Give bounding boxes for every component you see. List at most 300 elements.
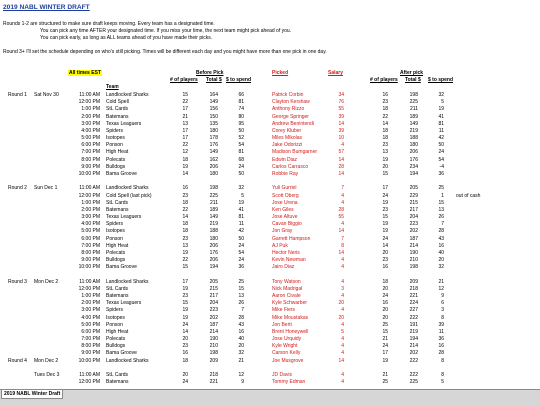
team-cell: Landlocked Sharks (106, 92, 149, 98)
salary-cell: 4 (341, 307, 344, 314)
total-before-cell: 149 (209, 214, 218, 221)
total-after-cell: 215 (409, 199, 418, 206)
round-cell: Round 3 (8, 278, 27, 285)
total-before-cell: 180 (209, 127, 218, 134)
to-spend-after-cell: 11 (438, 328, 444, 335)
picked-player-cell: Carlos Carrasco (272, 163, 309, 170)
total-after-cell: 202 (409, 350, 418, 357)
salary-cell: 4 (341, 321, 344, 328)
players-after-cell: 19 (382, 357, 388, 364)
time-cell: 8:00 PM (81, 249, 100, 256)
players-after-cell: 20 (382, 163, 388, 170)
to-spend-before-cell: 41 (238, 206, 244, 213)
team-cell: Bama Groove (106, 350, 137, 357)
players-before-cell: 17 (182, 278, 188, 285)
salary-cell: 34 (338, 92, 344, 98)
team-cell: Polecats (106, 336, 126, 343)
players-after-cell: 23 (382, 142, 388, 149)
to-spend-after-cell: 5 (441, 99, 444, 106)
players-after-cell: 18 (382, 127, 388, 134)
before-pick-header: Before Pick (196, 70, 224, 76)
salary-cell: 4 (341, 221, 344, 228)
time-cell: 1:00 PM (81, 293, 100, 300)
to-spend-before-cell: 7 (241, 307, 244, 314)
total-after-cell: 194 (409, 170, 418, 177)
total-before-cell: 180 (209, 235, 218, 242)
players-before-cell: 19 (182, 163, 188, 170)
to-spend-after-cell: 36 (438, 170, 444, 177)
team-cell: Polecats (106, 249, 126, 256)
players-before-cell: 18 (182, 199, 188, 206)
team-cell: Bama Groove (106, 170, 137, 177)
team-cell: Spiders (106, 127, 123, 134)
salary-cell: 5 (341, 328, 344, 335)
players-before-cell: 13 (182, 120, 188, 127)
players-before-cell: 18 (182, 357, 188, 364)
total-before-cell: 149 (209, 99, 218, 106)
players-after-cell: 24 (382, 293, 388, 300)
time-cell: 10:00 PM (78, 357, 100, 364)
total-after-cell: 190 (409, 249, 418, 256)
total-before-cell: 209 (209, 357, 218, 364)
team-cell: Texas Leaguers (106, 120, 142, 127)
salary-cell: 7 (341, 235, 344, 242)
to-spend-after-cell: 26 (438, 214, 444, 221)
time-cell: 9:00 PM (81, 350, 100, 357)
players-after-cell: 19 (382, 228, 388, 235)
team-cell: Texas Leaguers (106, 300, 142, 307)
total-after-cell: 204 (409, 214, 418, 221)
players-after-cell: 20 (382, 314, 388, 321)
total-before-cell: 156 (209, 106, 218, 113)
salary-cell: 10 (338, 135, 344, 142)
to-spend-after-cell: -4 (439, 163, 444, 170)
to-spend-after-cell: 11 (438, 127, 444, 134)
players-after-cell: 15 (382, 328, 388, 335)
to-spend-before-cell: 24 (238, 242, 244, 249)
total-before-cell: 214 (209, 328, 218, 335)
to-spend-after-cell: 8 (441, 314, 444, 321)
to-spend-before-cell: 81 (238, 149, 244, 156)
to-spend-after-cell: 41 (438, 113, 444, 120)
to-spend-after-cell: 1 (441, 192, 444, 199)
team-cell: StL Cards (106, 285, 129, 292)
total-after-cell: 224 (409, 300, 418, 307)
picked-player-cell: Corey Kluber (272, 127, 302, 134)
salary-cell: 14 (338, 357, 344, 364)
time-cell: 5:00 PM (81, 228, 100, 235)
to-spend-before-cell: 19 (238, 199, 244, 206)
picked-player-cell: Kyle Schwarber (272, 300, 308, 307)
date-cell: Mon Dec 2 (34, 357, 59, 364)
round-cell: Round 1 (8, 92, 27, 98)
team-cell: Spiders (106, 221, 123, 228)
num-players-header: # of players (170, 77, 198, 83)
time-cell: 3:00 PM (81, 214, 100, 221)
total-before-cell: 178 (209, 135, 218, 142)
picked-player-cell: Garrett Hampson (272, 235, 311, 242)
time-cell: 9:00 PM (81, 257, 100, 264)
picked-player-cell: Andrew Benintendi (272, 120, 314, 127)
total-before-cell: 135 (209, 120, 218, 127)
round-cell: Round 4 (8, 357, 27, 364)
date-cell: Sat Nov 30 (34, 92, 59, 98)
salary-cell: 4 (341, 257, 344, 264)
players-after-cell: 13 (382, 149, 388, 156)
total-before-cell: 223 (209, 307, 218, 314)
to-spend-after-cell: 28 (438, 228, 444, 235)
total-before-cell: 164 (209, 92, 218, 98)
total-before-cell: 210 (209, 343, 218, 350)
total-before-cell: 180 (209, 170, 218, 177)
salary-cell: 76 (338, 99, 344, 106)
salary-cell: 7 (341, 185, 344, 192)
to-spend-before-cell: 43 (238, 321, 244, 328)
round3-note: Round 3+ I'll set the schedule depending on who's still picking. Times will be different each day and you might have more than one pick in one day. (3, 49, 327, 55)
picked-player-cell: Edwin Diaz (272, 156, 298, 163)
picked-player-cell: Jairo Diaz (272, 264, 295, 271)
to-spend-before-cell: 50 (238, 235, 244, 242)
time-cell: 4:00 PM (81, 221, 100, 228)
to-spend-before-cell: 52 (238, 135, 244, 142)
players-after-cell: 24 (382, 343, 388, 350)
salary-cell: 14 (338, 249, 344, 256)
total-before-cell: 187 (209, 321, 218, 328)
picked-player-cell: AJ Puk (272, 242, 288, 249)
players-after-cell: 21 (382, 372, 388, 379)
to-spend-after-cell: 5 (441, 379, 444, 386)
picked-player-cell: Tony Watson (272, 278, 301, 285)
total-before-cell: 206 (209, 242, 218, 249)
team-cell: Landlocked Sharks (106, 357, 149, 364)
total-before-cell: 225 (209, 192, 218, 199)
players-before-cell: 15 (182, 264, 188, 271)
picked-player-cell: Kyle Wright (272, 343, 298, 350)
to-spend-before-cell: 21 (238, 357, 244, 364)
picked-player-cell: Joe Musgrove (272, 357, 304, 364)
time-cell: 5:00 PM (81, 321, 100, 328)
salary-cell: 28 (338, 206, 344, 213)
time-cell: 11:00 AM (79, 372, 100, 379)
to-spend-after-cell: 24 (438, 149, 444, 156)
to-spend-after-cell: 3 (441, 307, 444, 314)
salary-cell: 4 (341, 343, 344, 350)
total-before-cell: 206 (209, 163, 218, 170)
total-after-cell: 218 (409, 285, 418, 292)
picked-player-cell: Jose Urquidy (272, 336, 302, 343)
players-after-cell: 14 (382, 120, 388, 127)
total-before-cell: 221 (209, 379, 218, 386)
players-after-cell: 24 (382, 235, 388, 242)
players-before-cell: 14 (182, 214, 188, 221)
total-after-cell: 223 (409, 221, 418, 228)
sheet-tab[interactable]: 2019 NABL Winter Draft (1, 390, 63, 399)
players-after-cell: 21 (382, 336, 388, 343)
total-before-cell: 190 (209, 336, 218, 343)
salary-cell: 14 (338, 170, 344, 177)
time-cell: 4:00 PM (81, 314, 100, 321)
picked-player-cell: Scott Oberg (272, 192, 299, 199)
time-cell: 2:00 PM (81, 300, 100, 307)
time-cell: 4:00 PM (81, 127, 100, 134)
team-cell: Ponson (106, 321, 123, 328)
picked-player-cell: Tommy Edman (272, 379, 306, 386)
to-spend-after-cell: 19 (438, 106, 444, 113)
note-cell: out of cash (456, 192, 481, 199)
total-after-cell: 210 (409, 257, 418, 264)
time-cell: 1:00 PM (81, 106, 100, 113)
players-after-cell: 16 (382, 92, 388, 98)
salary-cell: 28 (338, 163, 344, 170)
team-cell: Isotopes (106, 135, 125, 142)
picked-player-cell: Kevin Newman (272, 257, 306, 264)
time-cell: 11:00 AM (79, 278, 100, 285)
intro-line-3: You can pick early, as long as ALL teams ahead of you have made their picks. (40, 35, 213, 41)
players-before-cell: 13 (182, 242, 188, 249)
players-before-cell: 17 (182, 135, 188, 142)
time-cell: 11:00 AM (79, 185, 100, 192)
total-after-cell: 214 (409, 343, 418, 350)
round-cell: Round 2 (8, 185, 27, 192)
salary-cell: 55 (338, 214, 344, 221)
team-cell: Bulldogs (106, 343, 126, 350)
total-after-cell: 225 (409, 99, 418, 106)
total-after-cell: 211 (410, 106, 418, 113)
to-spend-after-cell: 16 (438, 343, 444, 350)
total-before-cell: 211 (210, 199, 218, 206)
players-before-cell: 24 (182, 379, 188, 386)
time-cell: 12:00 PM (78, 285, 100, 292)
salary-cell: 4 (341, 278, 344, 285)
players-after-cell: 20 (382, 249, 388, 256)
num-players-after-header: # of players (370, 77, 398, 83)
total-after-cell: 221 (409, 293, 418, 300)
salary-cell: 4 (341, 199, 344, 206)
picked-player-cell: Nick Madrigal (272, 285, 303, 292)
total-after-cell: 219 (409, 127, 418, 134)
team-cell: High Heat (106, 242, 129, 249)
time-cell: 6:00 PM (81, 328, 100, 335)
players-before-cell: 22 (182, 99, 188, 106)
team-cell: Isotopes (106, 314, 125, 321)
team-cell: Cold Spell (last pick) (106, 192, 152, 199)
salary-cell: 4 (341, 264, 344, 271)
players-after-cell: 18 (382, 106, 388, 113)
picked-player-cell: Mike Fiers (272, 307, 296, 314)
players-before-cell: 19 (182, 307, 188, 314)
picked-player-cell: Hector Neris (272, 249, 300, 256)
team-cell: Batemans (106, 206, 129, 213)
to-spend-after-cell: 16 (438, 242, 444, 249)
players-after-cell: 24 (382, 192, 388, 199)
team-cell: StL Cards (106, 372, 129, 379)
total-before-cell: 198 (209, 350, 218, 357)
to-spend-after-cell: 12 (438, 285, 444, 292)
players-before-cell: 22 (182, 206, 188, 213)
time-cell: 2:00 PM (81, 206, 100, 213)
total-after-cell: 194 (409, 336, 418, 343)
total-after-cell: 189 (409, 113, 418, 120)
to-spend-header: $ to spend (226, 77, 252, 83)
team-cell: Isotopes (106, 228, 125, 235)
total-after-cell: 225 (409, 379, 418, 386)
total-before-cell: 189 (209, 206, 218, 213)
date-cell: Sun Dec 1 (34, 185, 58, 192)
time-cell: 8:00 PM (81, 156, 100, 163)
players-after-cell: 20 (382, 285, 388, 292)
salary-cell: 4 (341, 379, 344, 386)
players-before-cell: 15 (182, 92, 188, 98)
to-spend-before-cell: 5 (241, 192, 244, 199)
to-spend-before-cell: 11 (238, 221, 244, 228)
team-cell: Texas Leaguers (106, 214, 142, 221)
total-after-cell: 188 (409, 135, 418, 142)
players-before-cell: 21 (182, 113, 188, 120)
picked-player-cell: Ken Giles (272, 206, 294, 213)
to-spend-before-cell: 28 (238, 314, 244, 321)
team-cell: Cold Spell (106, 99, 129, 106)
time-cell: 8:00 PM (81, 343, 100, 350)
team-header: Team (106, 84, 119, 90)
to-spend-before-cell: 54 (238, 142, 244, 149)
to-spend-before-cell: 54 (238, 249, 244, 256)
players-before-cell: 23 (182, 192, 188, 199)
to-spend-after-cell: 21 (438, 278, 444, 285)
team-cell: Landlocked Sharks (106, 185, 149, 192)
team-cell: Spiders (106, 307, 123, 314)
players-after-cell: 15 (382, 214, 388, 221)
picked-player-cell: Brent Honeywell (272, 328, 309, 335)
players-before-cell: 18 (182, 156, 188, 163)
players-before-cell: 14 (182, 170, 188, 177)
team-cell: Landlocked Sharks (106, 278, 149, 285)
to-spend-before-cell: 81 (238, 99, 244, 106)
time-cell: 1:00 PM (81, 199, 100, 206)
players-before-cell: 14 (182, 328, 188, 335)
time-cell: 10:00 PM (78, 170, 100, 177)
players-before-cell: 16 (182, 185, 188, 192)
total-before-cell: 217 (209, 293, 218, 300)
total-after-cell: 198 (409, 264, 418, 271)
total-after-cell: 198 (409, 92, 418, 98)
team-cell: StL Cards (106, 106, 129, 113)
team-cell: Bama Groove (106, 264, 137, 271)
picked-player-cell: Jose Urena (272, 199, 298, 206)
players-before-cell: 17 (182, 106, 188, 113)
time-cell: 10:00 PM (78, 264, 100, 271)
total-before-cell: 206 (209, 257, 218, 264)
team-cell: Bulldogs (106, 163, 126, 170)
salary-cell: 4 (341, 293, 344, 300)
players-after-cell: 25 (382, 379, 388, 386)
players-before-cell: 18 (182, 228, 188, 235)
players-before-cell: 12 (182, 149, 188, 156)
time-cell: 12:00 PM (78, 99, 100, 106)
to-spend-before-cell: 50 (238, 127, 244, 134)
players-before-cell: 23 (182, 293, 188, 300)
to-spend-after-header: $ to spend (428, 77, 454, 83)
players-before-cell: 19 (182, 314, 188, 321)
time-cell: 7:00 PM (81, 149, 100, 156)
salary-cell: 14 (338, 228, 344, 235)
players-after-cell: 14 (382, 242, 388, 249)
salary-cell: 20 (338, 300, 344, 307)
picked-player-cell: Jon Berti (272, 321, 292, 328)
total-after-cell: 187 (409, 235, 418, 242)
players-after-cell: 16 (382, 300, 388, 307)
to-spend-after-cell: 54 (438, 156, 444, 163)
time-cell: 9:00 PM (81, 163, 100, 170)
picked-player-cell: JD Davis (272, 372, 293, 379)
players-before-cell: 22 (182, 257, 188, 264)
salary-cell: 8 (341, 242, 344, 249)
total-after-cell: 234 (409, 163, 418, 170)
players-after-cell: 18 (382, 278, 388, 285)
picked-player-cell: Carson Kelly (272, 350, 301, 357)
to-spend-after-cell: 8 (441, 372, 444, 379)
picked-player-cell: Aaron Civale (272, 293, 301, 300)
to-spend-before-cell: 24 (238, 163, 244, 170)
players-before-cell: 16 (182, 350, 188, 357)
to-spend-before-cell: 42 (238, 228, 244, 235)
team-cell: Batemans (106, 293, 129, 300)
salary-cell: 14 (338, 156, 344, 163)
salary-cell: 14 (338, 120, 344, 127)
team-cell: Bulldogs (106, 257, 126, 264)
total-before-cell: 188 (209, 228, 218, 235)
total-after-cell: 205 (409, 185, 418, 192)
total-before-cell: 218 (209, 372, 218, 379)
total-before-cell: 202 (209, 314, 218, 321)
picked-player-cell: Jon Gray (272, 228, 293, 235)
salary-cell: 39 (338, 113, 344, 120)
team-cell: Ponson (106, 142, 123, 149)
time-cell: 7:00 PM (81, 336, 100, 343)
to-spend-before-cell: 95 (238, 120, 244, 127)
time-cell: 6:00 PM (81, 235, 100, 242)
date-cell: Mon Dec 2 (34, 278, 59, 285)
total-after-cell: 227 (409, 307, 418, 314)
time-cell: 3:00 PM (81, 120, 100, 127)
total-after-cell: 219 (409, 328, 418, 335)
time-cell: 2:00 PM (81, 113, 100, 120)
total-after-cell: 206 (409, 149, 418, 156)
players-before-cell: 23 (182, 235, 188, 242)
picked-player-cell: George Springer (272, 113, 309, 120)
to-spend-after-cell: 43 (438, 235, 444, 242)
picked-player-cell: Yuli Gurriel (272, 185, 297, 192)
salary-cell: 4 (341, 336, 344, 343)
total-after-cell: 191 (409, 321, 418, 328)
total-after-cell: 222 (409, 357, 418, 364)
to-spend-after-cell: 15 (438, 199, 444, 206)
to-spend-after-cell: 13 (438, 206, 444, 213)
team-cell: StL Cards (106, 199, 129, 206)
time-cell: 12:00 PM (78, 192, 100, 199)
team-cell: High Heat (106, 328, 129, 335)
players-after-cell: 19 (382, 156, 388, 163)
to-spend-before-cell: 36 (238, 264, 244, 271)
total-before-cell: 215 (209, 285, 218, 292)
to-spend-after-cell: 25 (438, 185, 444, 192)
players-after-cell: 17 (382, 350, 388, 357)
total-before-cell: 162 (209, 156, 218, 163)
to-spend-after-cell: 40 (438, 249, 444, 256)
salary-cell: 55 (338, 106, 344, 113)
salary-cell: 4 (341, 372, 344, 379)
to-spend-before-cell: 80 (238, 113, 244, 120)
to-spend-after-cell: 42 (438, 135, 444, 142)
